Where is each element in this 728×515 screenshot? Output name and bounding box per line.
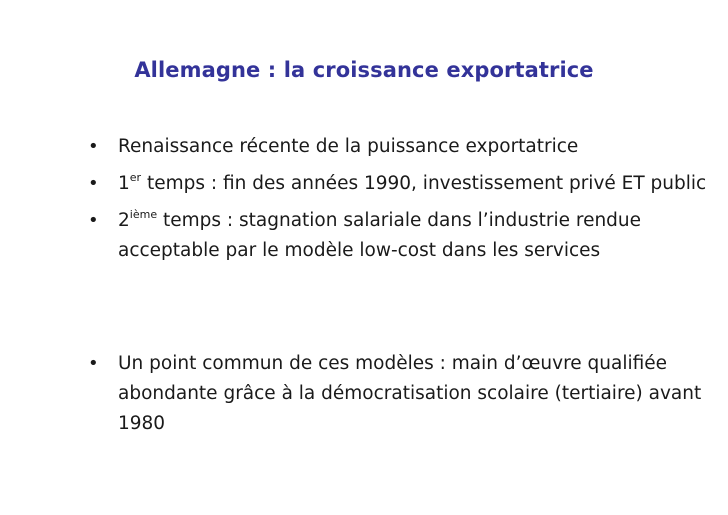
bullet-text: Un point commun de ces modèles : main d’œuvre qualifiée abondante grâce à la démocratisation scolaire (tertiaire) avant 1980 [118,353,702,434]
bullet-dot: • [88,353,99,374]
bullet-item [88,349,708,439]
bullet-item [88,206,708,266]
bullet-item [88,132,708,162]
bullet-number: 1 [118,173,130,194]
slide-title: Allemagne : la croissance exportatrice [134,58,594,82]
bullet-dot: • [88,173,99,194]
bullet-item [88,169,708,199]
bullet-dot: • [88,136,99,157]
bullet-text: temps : fin des années 1990, investissement privé ET public [141,173,707,194]
bullet-text: Renaissance récente de la puissance exportatrice [118,136,579,157]
bullet-dot: • [88,210,99,231]
bullet-superscript: er [129,171,142,184]
bullet-list [88,132,708,446]
bullet-number: 2 [118,210,130,231]
bullet-text: temps : stagnation salariale dans l’industrie rendue acceptable par le modèle low-cost dans les services [118,210,642,261]
bullet-superscript: ième [129,208,158,221]
